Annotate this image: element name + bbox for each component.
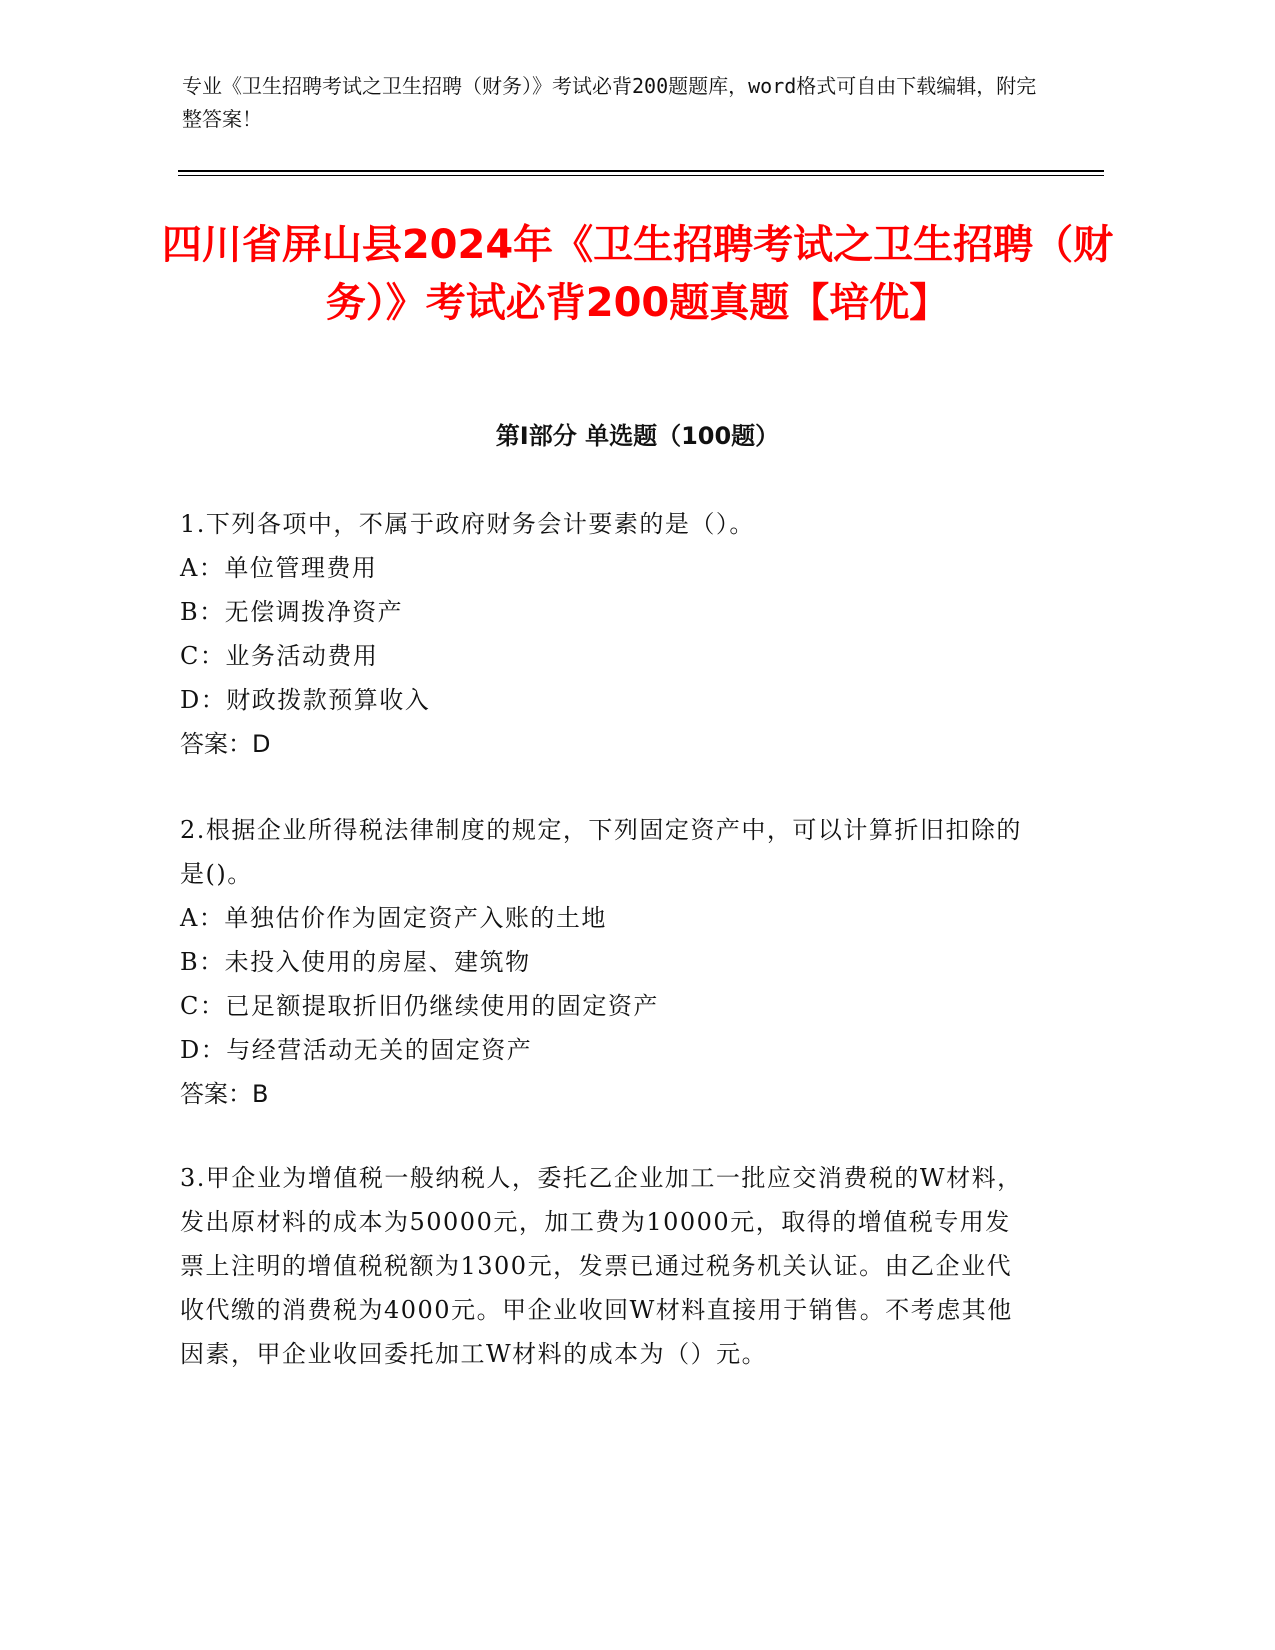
option-a: A：单独估价作为固定资产入账的土地 — [180, 904, 607, 932]
question-stem: 2.根据企业所得税法律制度的规定，下列固定资产中，可以计算折旧扣除的是()。 — [180, 816, 1022, 888]
section-heading: 第Ⅰ部分 单选题（100题） — [495, 422, 780, 450]
header-divider-thick — [178, 170, 1104, 172]
header-divider-thin — [178, 175, 1104, 176]
option-b: B：未投入使用的房屋、建筑物 — [180, 948, 531, 976]
question-stem: 1.下列各项中，不属于政府财务会计要素的是（）。 — [180, 510, 755, 538]
question-2 — [180, 808, 1030, 1116]
option-d: D：财政拨款预算收入 — [180, 686, 431, 714]
question-1 — [180, 502, 1030, 766]
option-a: A：单位管理费用 — [180, 554, 378, 582]
answer: 答案：B — [180, 1080, 269, 1108]
answer: 答案：D — [180, 730, 271, 758]
option-c: C：业务活动费用 — [180, 642, 379, 670]
option-c: C：已足额提取折旧仍继续使用的固定资产 — [180, 992, 659, 1020]
document-title: 四川省屏山县2024年《卫生招聘考试之卫生招聘（财务）》考试必背200题真题【培优】 — [161, 222, 1114, 326]
question-3 — [180, 1156, 1030, 1376]
option-d: D：与经营活动无关的固定资产 — [180, 1036, 533, 1064]
option-b: B：无偿调拨净资产 — [180, 598, 404, 626]
question-stem: 3.甲企业为增值税一般纳税人，委托乙企业加工一批应交消费税的W材料，发出原材料的成本为50000元，加工费为10000元，取得的增值税专用发票上注明的增值税税额为1300元，发票已通过税务机关认证。由乙企业代收代缴的消费税为4000元。甲企业收回W材料直接用于销售。不考虑其他因素，甲企业收回委托加工W材料的成本为（）元。 — [180, 1164, 1023, 1368]
header-note: 专业《卫生招聘考试之卫生招聘（财务）》考试必背200题题库，word格式可自由下载编辑，附完整答案！ — [182, 74, 1037, 131]
